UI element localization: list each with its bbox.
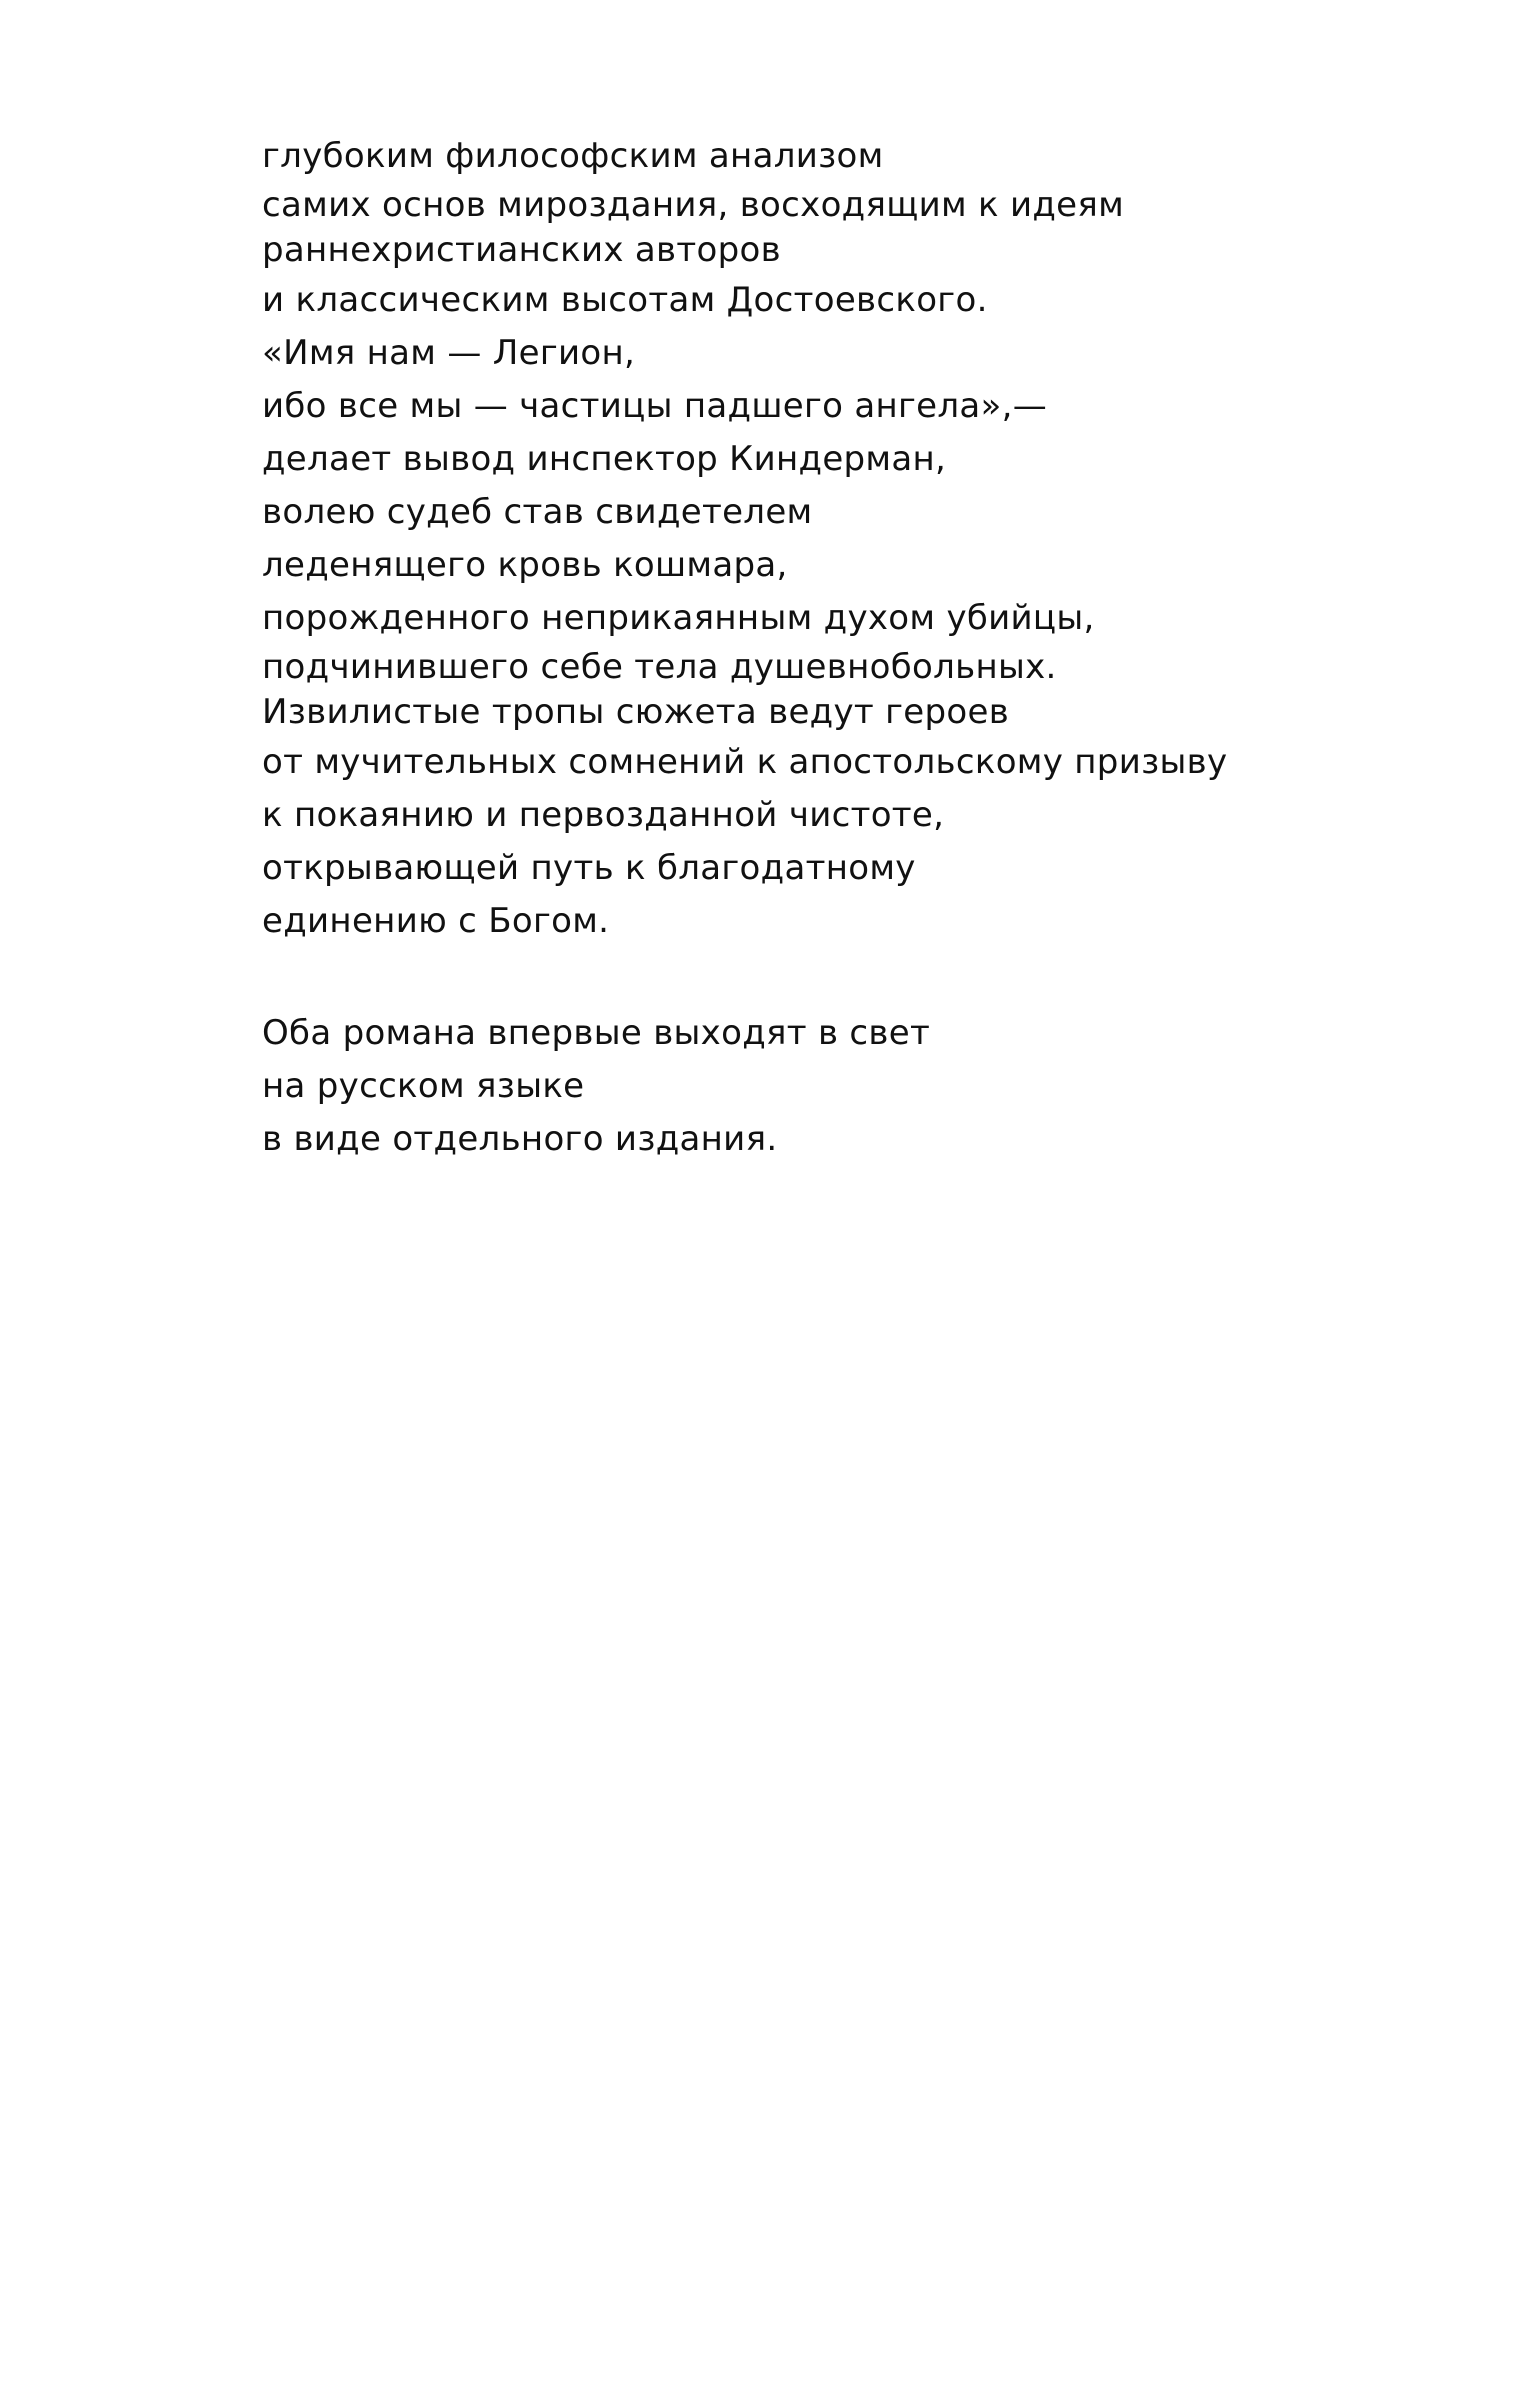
text-line: единению с Богом.: [262, 901, 610, 941]
text-line: открывающей путь к благодатному: [262, 848, 916, 888]
text-line: к покаянию и первозданной чистоте,: [262, 795, 945, 835]
text-line: волею судеб став свидетелем: [262, 492, 813, 532]
paragraph-1: [262, 130, 1227, 948]
text-line: и классическим высотам Достоевского.: [262, 280, 988, 320]
text-line: от мучительных сомнений к апостольскому призыву: [262, 742, 1228, 782]
text-line: Извилистые тропы сюжета ведут героев: [262, 692, 1010, 732]
text-line: леденящего кровь кошмара,: [262, 545, 788, 585]
text-line: глубоким философским анализом: [262, 136, 884, 176]
text-line: ибо все мы — частицы падшего ангела»,—: [262, 386, 1048, 426]
text-line: делает вывод инспектор Киндерман,: [262, 439, 947, 479]
text-line: «Имя нам — Легион,: [262, 333, 636, 373]
text-line: порожденного неприкаянным духом убийцы,: [262, 598, 1095, 638]
text-line: самих основ мироздания, восходящим к идеям: [262, 185, 1125, 225]
text-line: в виде отдельного издания.: [262, 1119, 778, 1159]
text-line: подчинившего себе тела душевнобольных.: [262, 647, 1057, 687]
text-line: раннехристианских авторов: [262, 230, 781, 270]
paragraph-2: [262, 1007, 930, 1166]
text-line: Оба романа впервые выходят в свет: [262, 1013, 931, 1053]
text-line: на русском языке: [262, 1066, 585, 1106]
